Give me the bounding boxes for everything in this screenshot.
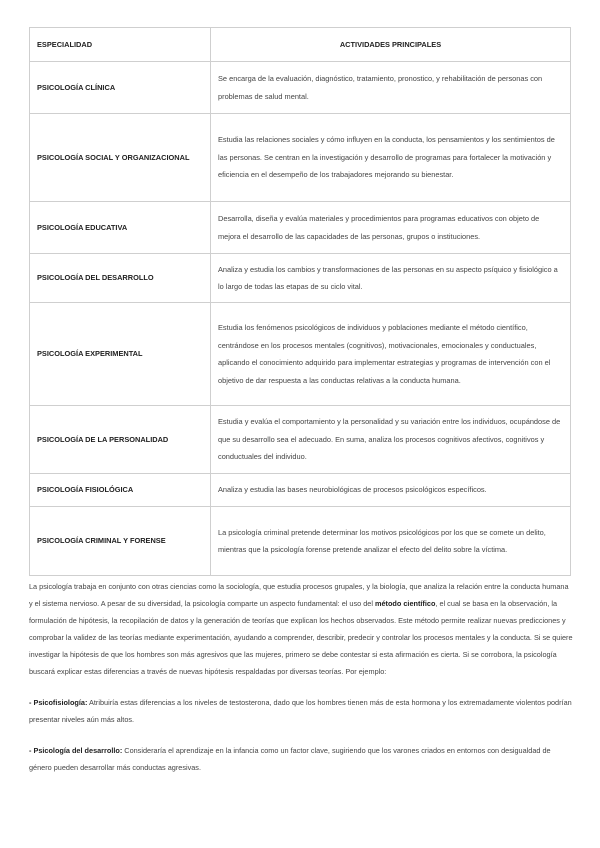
table-row	[30, 202, 571, 254]
intro-text-start: La psicología trabaja en conjunto con otras ciencias como la sociología, que estudia procesos grupales, y la biología, que analiza la relación entre la conducta humana y el sistema nervioso. A pesar de su diversidad, la psicología comparte un aspecto fundamental: el uso del	[29, 582, 569, 608]
scientific-method-term: método científico	[375, 599, 436, 608]
table-header-row	[30, 28, 571, 62]
table-row	[30, 114, 571, 202]
specialty-description: La psicología criminal pretende determinar los motivos psicológicos por los que se comete un delito, mientras que la psicología forense pretende analizar el efecto del delito sobre la víctima.	[211, 507, 571, 576]
example-psychophysiology	[29, 694, 573, 728]
specialty-name: PSICOLOGÍA CLÍNICA	[30, 62, 211, 114]
table-row	[30, 303, 571, 406]
specialty-name: PSICOLOGÍA EXPERIMENTAL	[30, 303, 211, 406]
specialty-description: Se encarga de la evaluación, diagnóstico, tratamiento, pronostico, y rehabilitación de personas con problemas de salud mental.	[211, 62, 571, 114]
example-label: - Psicofisiología:	[29, 698, 88, 707]
table-row	[30, 254, 571, 303]
example-text: Atribuiría estas diferencias a los niveles de testosterona, dado que los hombres tienen más de esta hormona y los extremadamente violentos podrían presentar niveles aún más altos.	[29, 698, 572, 724]
table-row	[30, 474, 571, 507]
specialty-name: PSICOLOGÍA EDUCATIVA	[30, 202, 211, 254]
example-developmental	[29, 742, 573, 776]
specialty-description: Estudia las relaciones sociales y cómo influyen en la conducta, los pensamientos y los sentimientos de las personas. Se centran en la investigación y desarrollo de programas para fortalecer la motivación y eficiencia en el desempeño de los trabajadores mejorando su bienestar.	[211, 114, 571, 202]
specialties-table	[29, 27, 571, 576]
specialty-description: Estudia los fenómenos psicológicos de individuos y poblaciones mediante el método científico, centrándose en los procesos mentales (cognitivos), motivacionales, emocionales y conductuales, aplicando el conocimiento adquirido para implementar estrategias y programas de intervención con el objetivo de dar respuesta a las conductas relativas a la conducta humana.	[211, 303, 571, 406]
specialty-name: PSICOLOGÍA FISIOLÓGICA	[30, 474, 211, 507]
specialty-name: PSICOLOGÍA CRIMINAL Y FORENSE	[30, 507, 211, 576]
specialty-description: Desarrolla, diseña y evalúa materiales y procedimientos para programas educativos con objeto de mejora el desarrollo de las capacidades de las personas, grupos o instituciones.	[211, 202, 571, 254]
specialty-description: Analiza y estudia las bases neurobiológicas de procesos psicológicos específicos.	[211, 474, 571, 507]
specialty-name: PSICOLOGÍA SOCIAL Y ORGANIZACIONAL	[30, 114, 211, 202]
specialty-name: PSICOLOGÍA DEL DESARROLLO	[30, 254, 211, 303]
table-row	[30, 62, 571, 114]
example-label: - Psicología del desarrollo:	[29, 746, 123, 755]
specialty-name: PSICOLOGÍA DE LA PERSONALIDAD	[30, 406, 211, 474]
intro-paragraph	[29, 578, 573, 680]
body-text	[29, 578, 573, 790]
column-header-specialty: ESPECIALIDAD	[30, 28, 211, 62]
specialty-description: Estudia y evalúa el comportamiento y la personalidad y su variación entre los individuos, ocupándose de que su desarrollo sea el adecuado. En suma, analiza los procesos cognitivos afectivos, cognitivos y conductuales del individuo.	[211, 406, 571, 474]
table-row	[30, 507, 571, 576]
intro-text-end: , el cual se basa en la observación, la formulación de hipótesis, la recopilación de datos y la generación de teorías que explican los hechos observados. Este método permite realizar nuevas predicciones y comprobar la validez de las teorías mediante experimentación, ayudando a comprender, describir, predecir y controlar los procesos mentales y la conducta. Si se quiere investigar la hipótesis de que los hombres son más agresivos que las mujeres, primero se debe contestar si esta afirmación es cierta. Si se corrobora, la psicología buscará explicar estas diferencias a través de nuevas hipótesis respaldadas por diversas teorías. Por ejemplo:	[29, 599, 573, 676]
example-text: Consideraría el aprendizaje en la infancia como un factor clave, sugiriendo que los varones criados en entornos con desigualdad de género pueden desarrollar más conductas agresivas.	[29, 746, 551, 772]
table-row	[30, 406, 571, 474]
specialty-description: Analiza y estudia los cambios y transformaciones de las personas en su aspecto psíquico y fisiológico a lo largo de todas las etapas de su ciclo vital.	[211, 254, 571, 303]
column-header-activities: ACTIVIDADES PRINCIPALES	[211, 28, 571, 62]
